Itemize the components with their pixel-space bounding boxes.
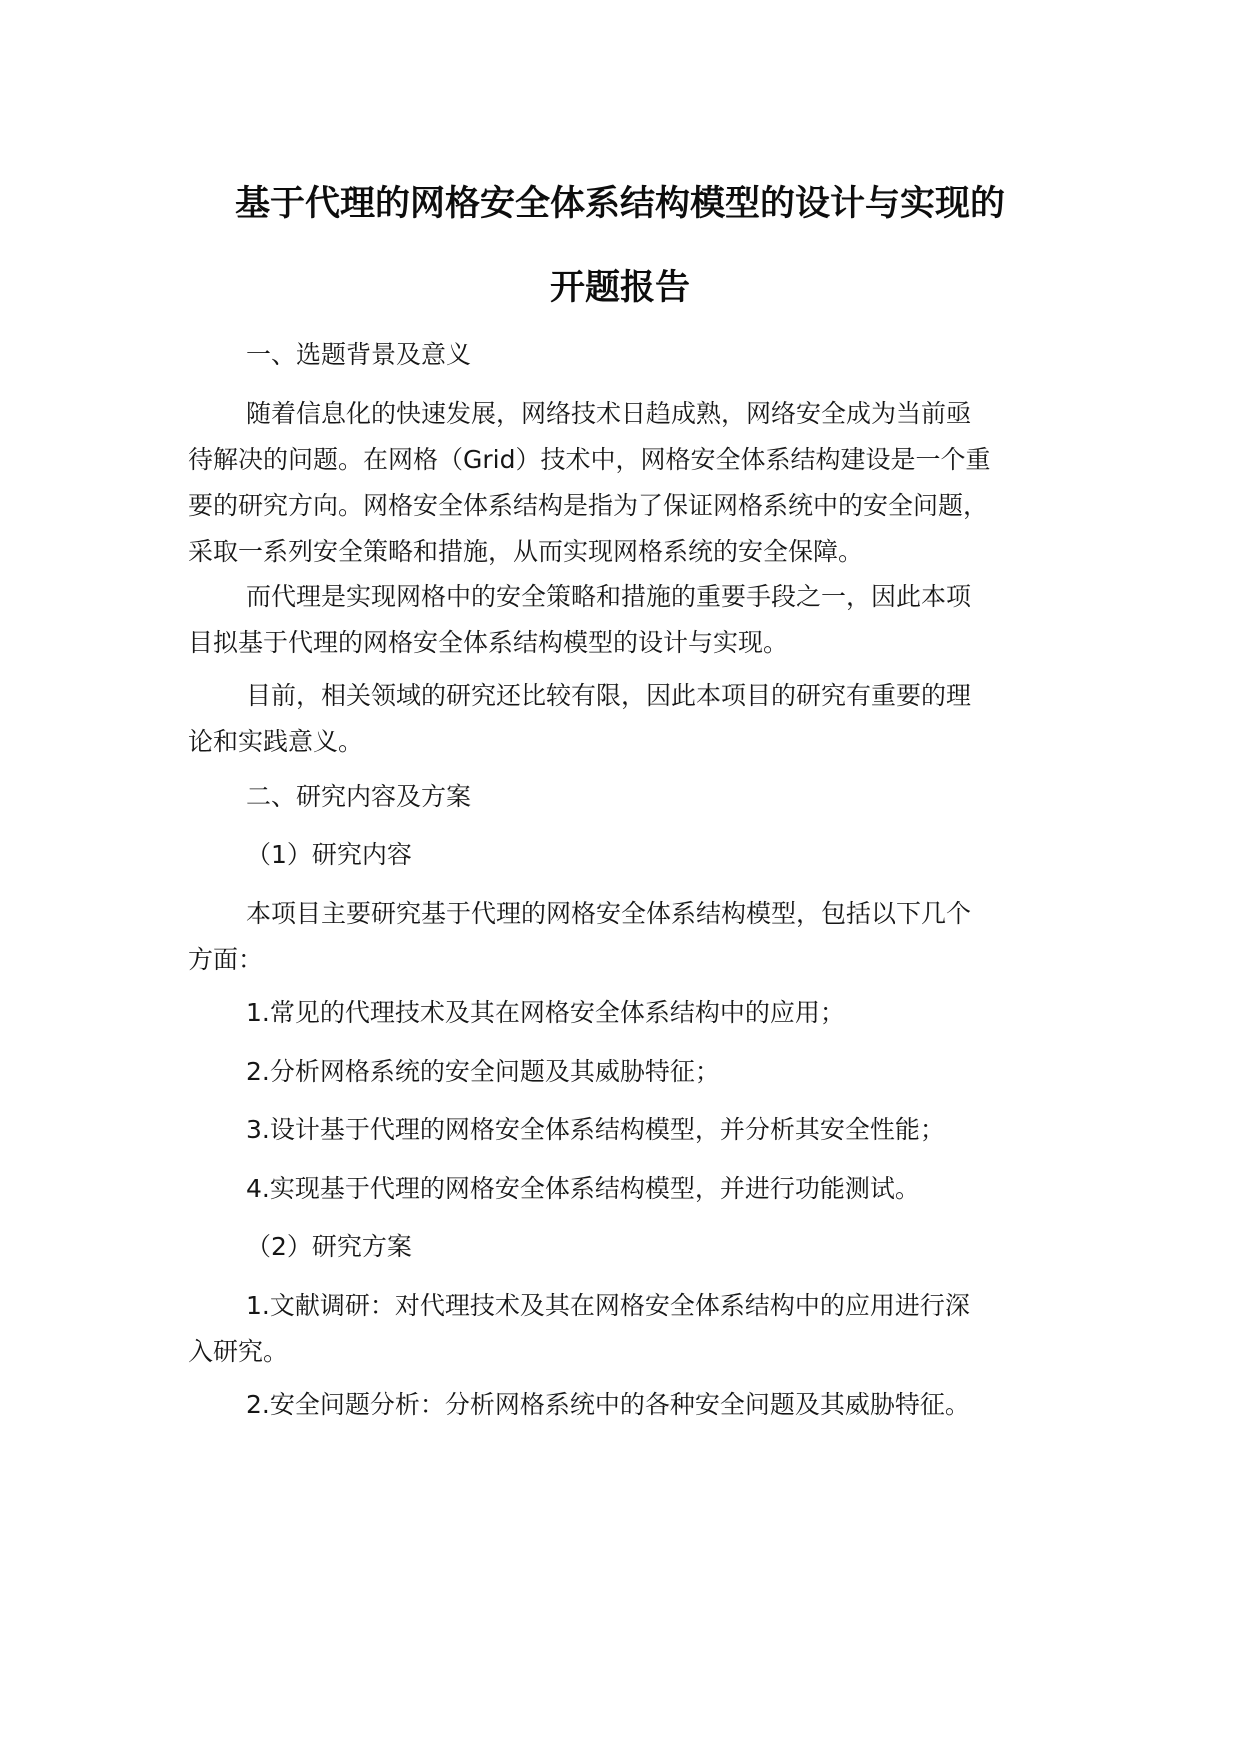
paragraph-line: 本项目主要研究基于代理的网格安全体系结构模型，包括以下几个 [246,899,972,928]
section-heading-research: 二、研究内容及方案 [246,782,472,811]
paragraph-line: 论和实践意义。 [188,727,364,756]
paragraph-background [188,391,1088,575]
paragraph-content-intro [188,891,1088,983]
list-item-content-1: 1.常见的代理技术及其在网格安全体系结构中的应用； [246,998,845,1027]
paragraph-line: 入研究。 [188,1337,289,1366]
paragraph-line: 目前，相关领域的研究还比较有限，因此本项目的研究有重要的理 [246,681,972,710]
paragraph-line: 方面： [188,945,264,974]
document-title-line-2: 开题报告 [549,268,690,308]
paragraph-line: 而代理是实现网格中的安全策略和措施的重要手段之一，因此本项 [246,582,972,611]
section-heading-background: 一、选题背景及意义 [246,340,472,369]
paragraph-line: 待解决的问题。在网格（Grid）技术中，网格安全体系结构建设是一个重 [188,445,991,474]
paragraph-agent [188,574,1088,666]
paragraph-significance [188,673,1088,765]
paragraph-line: 要的研究方向。网格安全体系结构是指为了保证网格系统中的安全问题， [188,491,989,520]
paragraph-line: 目拟基于代理的网格安全体系结构模型的设计与实现。 [188,628,789,657]
subsection-heading-content: （1）研究内容 [246,840,412,869]
paragraph-line: 随着信息化的快速发展，网络技术日趋成熟，网络安全成为当前亟 [246,399,972,428]
list-item-plan-1 [188,1283,1088,1375]
list-item-content-2: 2.分析网格系统的安全问题及其威胁特征； [246,1057,720,1086]
list-item-plan-2: 2.安全问题分析：分析网格系统中的各种安全问题及其威胁特征。 [246,1390,970,1419]
subsection-heading-plan: （2）研究方案 [246,1232,412,1261]
list-item-content-3: 3.设计基于代理的网格安全体系结构模型，并分析其安全性能； [246,1115,945,1144]
document-title-line-1: 基于代理的网格安全体系结构模型的设计与实现的 [234,184,1005,224]
paragraph-line: 1.文献调研：对代理技术及其在网格安全体系结构中的应用进行深 [246,1291,970,1320]
paragraph-line: 采取一系列安全策略和措施，从而实现网格系统的安全保障。 [188,537,864,566]
list-item-content-4: 4.实现基于代理的网格安全体系结构模型，并进行功能测试。 [246,1174,920,1203]
